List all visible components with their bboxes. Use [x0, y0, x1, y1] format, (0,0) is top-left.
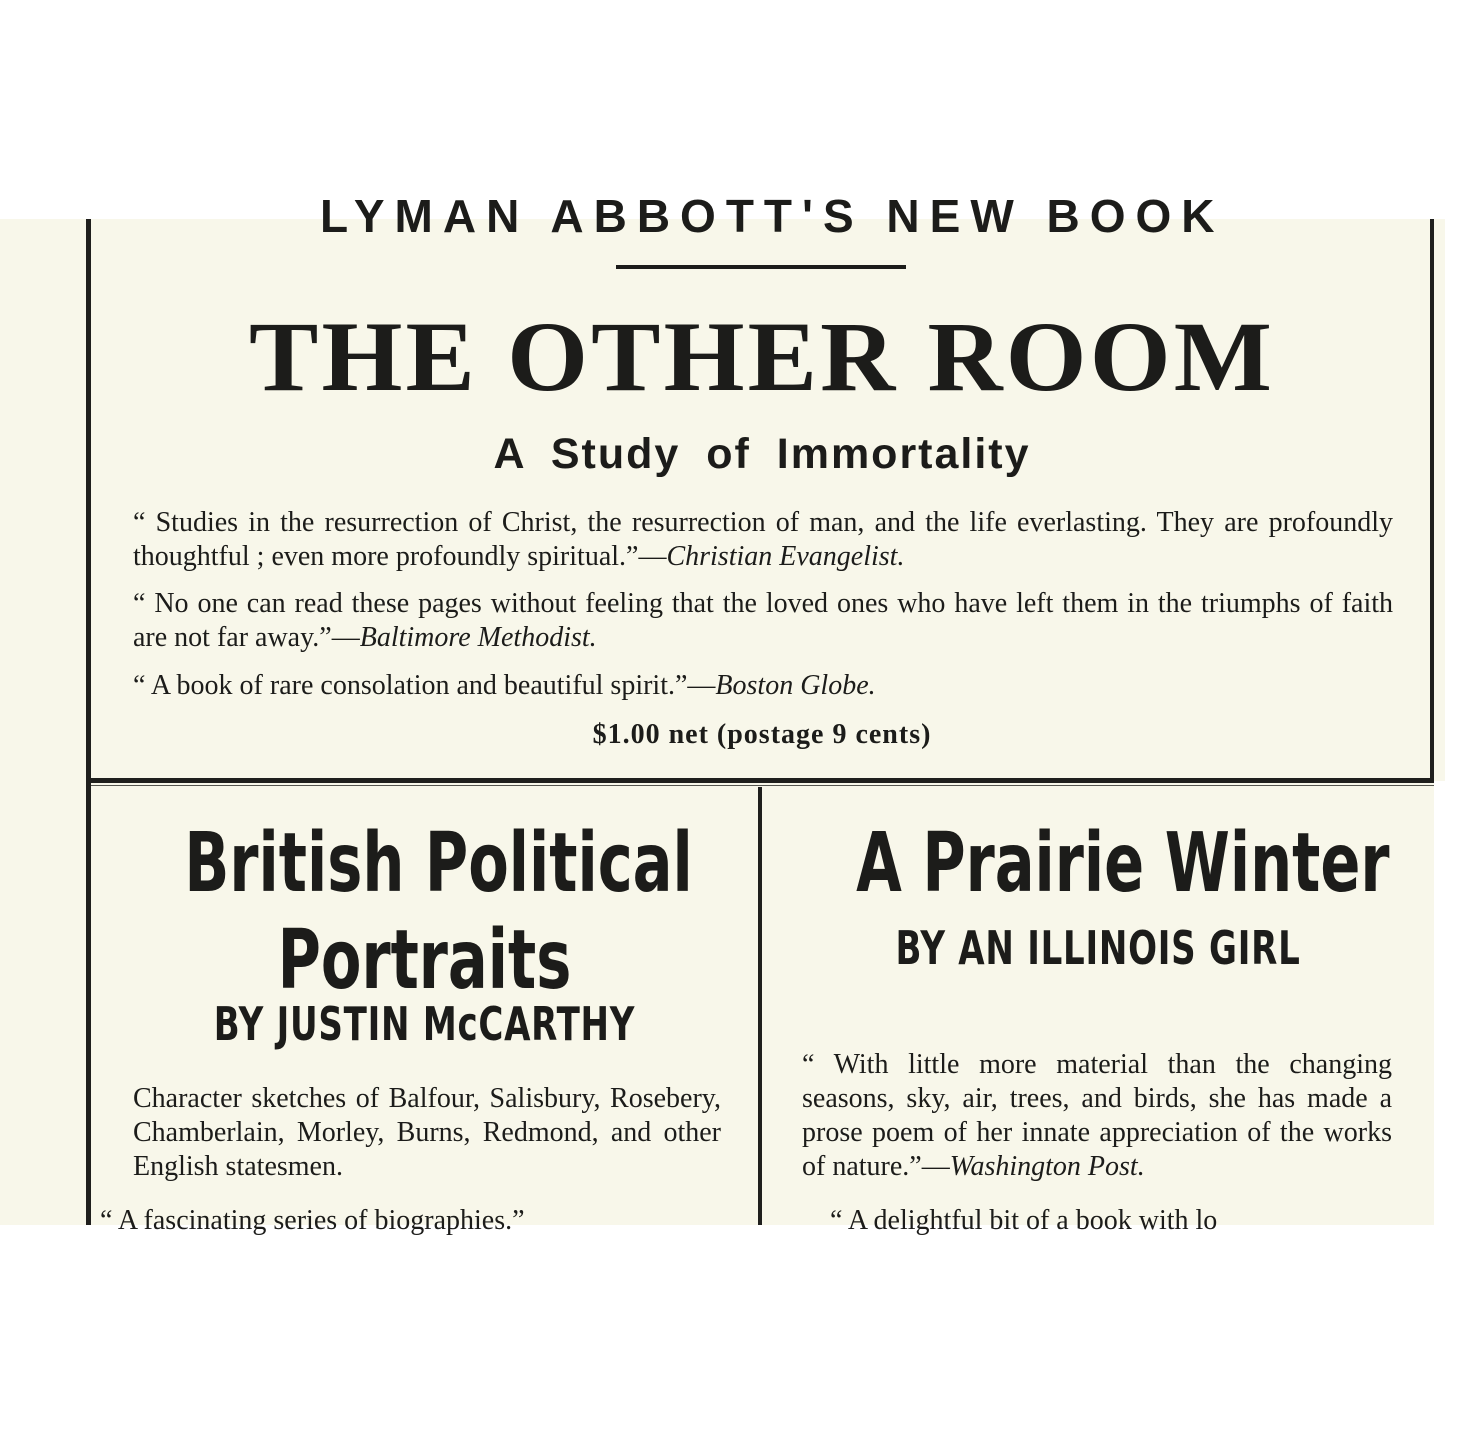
main-book-title: THE OTHER ROOM [249, 301, 1275, 412]
section-divider [91, 778, 1434, 783]
quote-source: Washington Post. [949, 1151, 1145, 1182]
right-ad-byline: BY AN ILLINOIS GIRL [895, 921, 1301, 975]
title-rule [616, 265, 906, 269]
quote-text: “ No one can read these pages without feeling that the loved ones who have left them in the triumphs of faith are not far away.”— [133, 588, 1393, 653]
quote-source: Christian Evangelist. [666, 541, 905, 572]
quote-text: “ A book of rare consolation and beautiful spirit.”— [133, 670, 716, 701]
right-ad-column [762, 786, 1434, 1225]
quote-text: “ Studies in the resurrection of Christ, the resurrection of man, and the life everlasting. They are profoundly thoughtful ; even more profoundly spiritual.”— [133, 507, 1393, 572]
left-ad-title-line2: Portraits [277, 913, 572, 1008]
left-cut-off-line [100, 1205, 700, 1236]
main-book-subtitle: A Study of Immortality [493, 430, 1031, 478]
cut-off-text: “ A fascinating series of biographies.” [100, 1205, 525, 1236]
left-ad-title-line1: British Political [184, 816, 693, 911]
cut-off-heading: LYMAN ABBOTT'S NEW BOOK [320, 190, 1225, 242]
review-quote [133, 506, 1393, 574]
page-edge [1434, 781, 1445, 1225]
quote-source: Baltimore Methodist. [359, 622, 597, 653]
right-ad-title: A Prairie Winter [856, 816, 1390, 911]
left-ad-byline: BY JUSTIN McCARTHY [213, 997, 636, 1051]
price-line: $1.00 net (postage 9 cents) [592, 719, 932, 750]
advertisement-page [0, 190, 1445, 1236]
cut-off-text: “ A delightful bit of a book with lo [830, 1205, 1218, 1236]
quote-text: “ With little more material than the changing seasons, sky, air, trees, and birds, she has made a prose poem of her innate appreciation of the works of nature.”— [802, 1049, 1392, 1182]
left-ad-description: Character sketches of Balfour, Salisbury, Rosebery, Chamberlain, Morley, Burns, Redmond, and other English statesmen. [133, 1083, 721, 1182]
review-quote [133, 669, 1393, 703]
right-cut-off-line [830, 1205, 1390, 1236]
right-ad-quote [802, 1048, 1392, 1184]
review-quote [133, 587, 1393, 655]
left-ad-column [91, 786, 758, 1225]
quote-source: Boston Globe. [715, 670, 876, 701]
